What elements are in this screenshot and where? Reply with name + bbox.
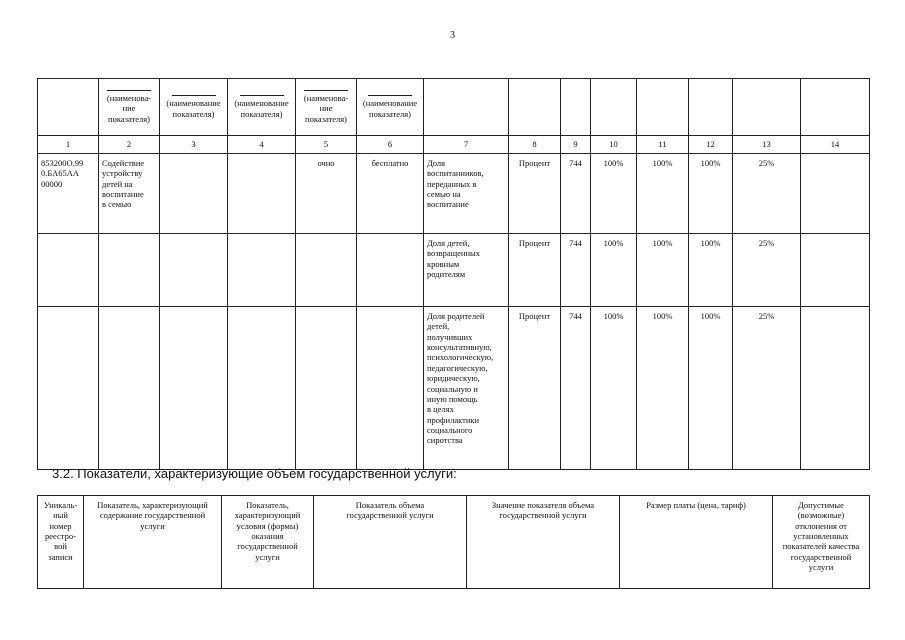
header-cell	[424, 79, 509, 136]
table-header-row	[38, 79, 870, 136]
section-title: 3.2. Показатели, характеризующие объем государственной услуги:	[52, 466, 457, 481]
header-cell	[99, 79, 160, 136]
table-cell	[228, 154, 296, 234]
header-cell	[509, 79, 561, 136]
table-cell	[801, 307, 870, 470]
cell-text: (наименование показателя)	[234, 98, 289, 119]
table-row	[38, 234, 870, 307]
table-cell: Процент	[509, 154, 561, 234]
cell-text: (наименование показателя)	[362, 98, 418, 119]
header-cell: Значение показателя объема государственной услуги	[467, 496, 620, 589]
header-cell: Размер платы (цена, тариф)	[620, 496, 773, 589]
header-cell	[160, 79, 228, 136]
table-cell	[801, 154, 870, 234]
table-cell	[38, 234, 99, 307]
column-number-cell: 8	[509, 136, 561, 154]
column-number-cell: 10	[591, 136, 637, 154]
table-cell: 100%	[591, 154, 637, 234]
underline-placeholder	[240, 95, 284, 96]
column-number-cell: 4	[228, 136, 296, 154]
column-number-cell: 2	[99, 136, 160, 154]
header-cell: Показатель объема государственной услуги	[314, 496, 467, 589]
table-cell: 100%	[591, 307, 637, 470]
table-cell: 25%	[733, 234, 801, 307]
cell-text: (наименова- ние показателя)	[106, 92, 152, 124]
header-cell	[801, 79, 870, 136]
underline-placeholder	[107, 90, 151, 91]
column-number-cell: 5	[296, 136, 357, 154]
column-number-row	[38, 136, 870, 154]
table-cell	[160, 154, 228, 234]
column-number-cell: 13	[733, 136, 801, 154]
table-cell	[357, 234, 424, 307]
quality-indicators-table	[37, 78, 870, 470]
table-cell	[38, 307, 99, 470]
underline-placeholder	[304, 90, 348, 91]
header-cell: Допустимые (возможные) отклонения от установленных показателей качества государственной услуги	[773, 496, 870, 589]
header-cell	[561, 79, 591, 136]
table-row	[38, 307, 870, 470]
table-cell	[99, 307, 160, 470]
header-cell	[296, 79, 357, 136]
header-cell	[38, 79, 99, 136]
table-cell: 100%	[689, 154, 733, 234]
column-number-cell: 1	[38, 136, 99, 154]
underline-placeholder	[368, 95, 412, 96]
table-cell: Процент	[509, 307, 561, 470]
table-cell	[801, 234, 870, 307]
header-cell	[637, 79, 689, 136]
header-cell	[689, 79, 733, 136]
table-header-row	[38, 496, 870, 589]
table-cell: Содействие устройству детей на воспитание в семью	[99, 154, 160, 234]
table-cell	[296, 307, 357, 470]
cell-text: (наименова- ние показателя)	[303, 92, 349, 124]
table-cell	[228, 234, 296, 307]
column-number-cell: 9	[561, 136, 591, 154]
header-cell: Уникаль- ный номер реестро- вой записи	[38, 496, 84, 589]
table-cell: 25%	[733, 154, 801, 234]
table-cell: 744	[561, 234, 591, 307]
table-cell: 100%	[689, 234, 733, 307]
header-cell: Показатель, характеризующий условия (формы) оказания государственной услуги	[222, 496, 314, 589]
header-cell	[357, 79, 424, 136]
table-cell: 100%	[591, 234, 637, 307]
table-cell: 100%	[637, 154, 689, 234]
column-number-cell: 12	[689, 136, 733, 154]
table-cell: очно	[296, 154, 357, 234]
table-cell: 100%	[689, 307, 733, 470]
volume-indicators-table	[37, 495, 870, 589]
table-cell: 853200О.99 0.БА65АА 00000	[38, 154, 99, 234]
table-cell: 100%	[637, 234, 689, 307]
table-cell: бесплатно	[357, 154, 424, 234]
header-cell: Показатель, характеризующий содержание государственной услуги	[84, 496, 222, 589]
header-cell	[733, 79, 801, 136]
column-number-cell: 6	[357, 136, 424, 154]
table-row	[38, 154, 870, 234]
table-cell	[160, 307, 228, 470]
table-cell: Доля воспитанников, переданных в семью на воспитание	[424, 154, 509, 234]
header-cell	[591, 79, 637, 136]
table-cell: Доля родителей детей, получивших консультативную, психологическую, педагогическую, юридическую, социальную и иную помощь в целях профилактики социального сиротства	[424, 307, 509, 470]
table-cell	[357, 307, 424, 470]
column-number-cell: 11	[637, 136, 689, 154]
column-number-cell: 14	[801, 136, 870, 154]
table-cell: 25%	[733, 307, 801, 470]
table-cell	[228, 307, 296, 470]
column-number-cell: 3	[160, 136, 228, 154]
table-cell: 100%	[637, 307, 689, 470]
underline-placeholder	[172, 95, 216, 96]
table-cell	[296, 234, 357, 307]
column-number-cell: 7	[424, 136, 509, 154]
table-cell: Доля детей, возвращенных кровным родителям	[424, 234, 509, 307]
table-cell: Процент	[509, 234, 561, 307]
page-number: 3	[450, 30, 455, 41]
table-cell	[160, 234, 228, 307]
cell-text: (наименование показателя)	[166, 98, 221, 119]
header-cell	[228, 79, 296, 136]
table-cell: 744	[561, 307, 591, 470]
table-cell	[99, 234, 160, 307]
table-cell: 744	[561, 154, 591, 234]
